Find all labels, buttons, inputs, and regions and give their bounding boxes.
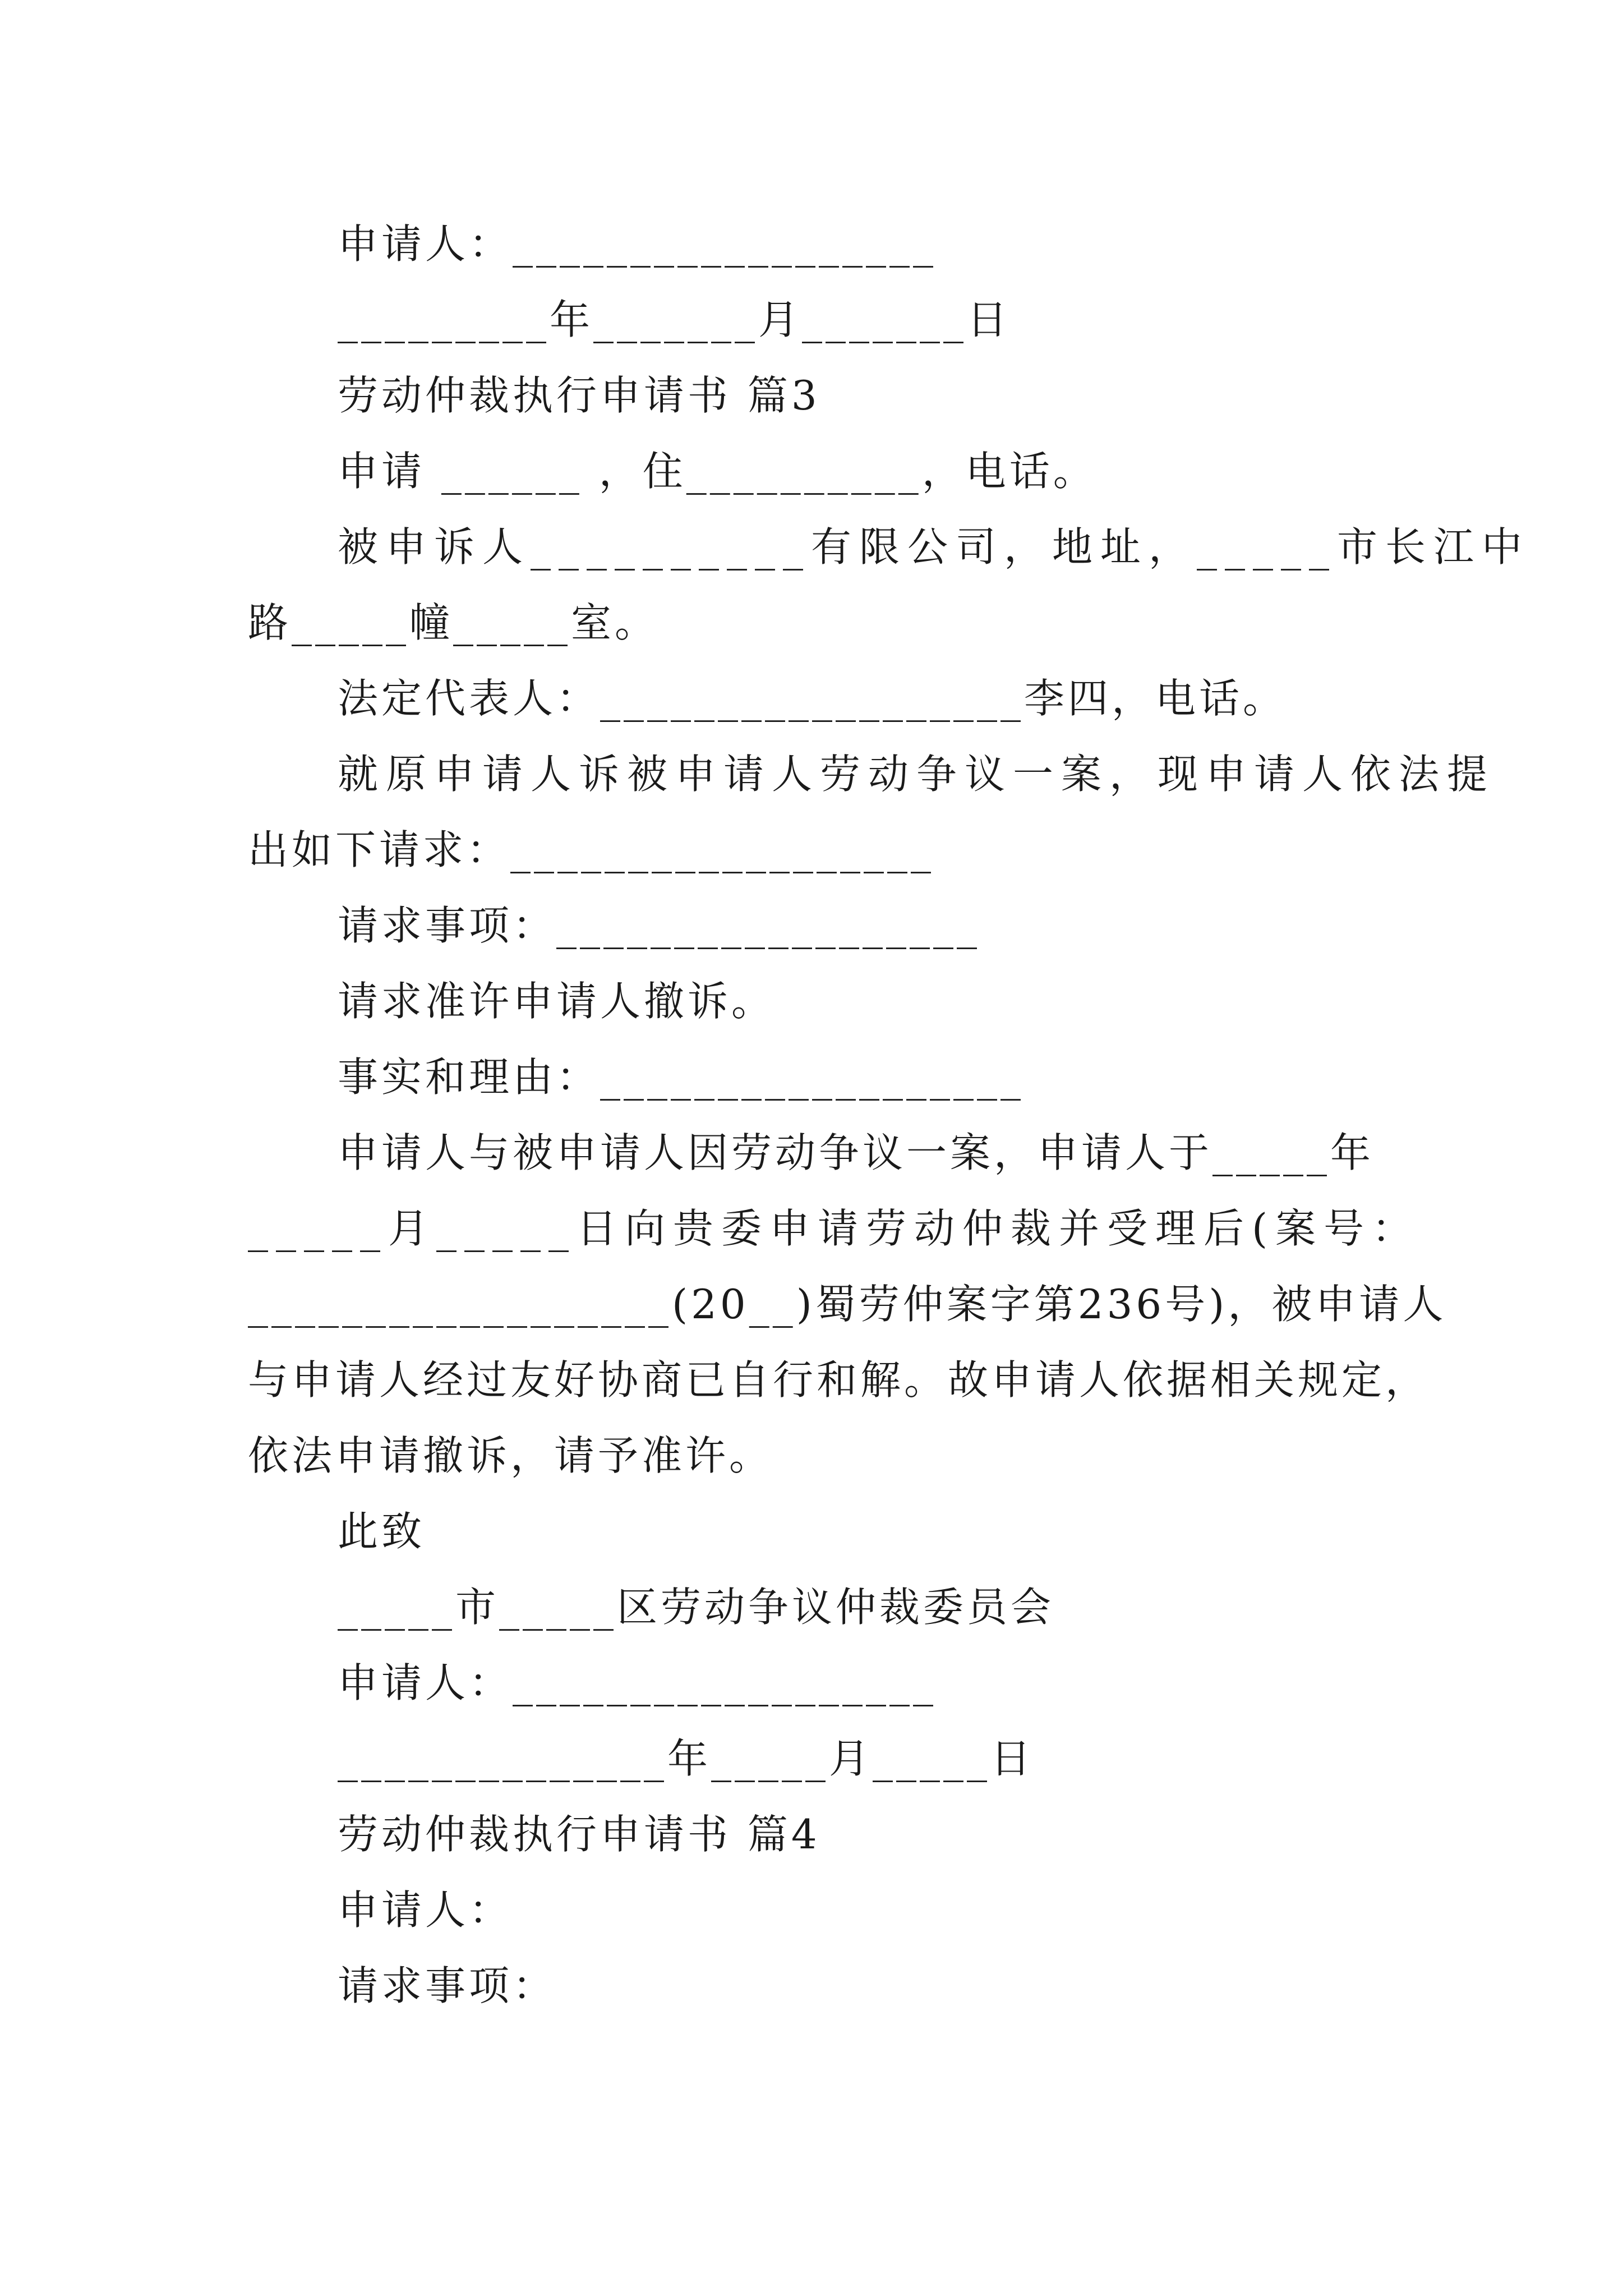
addressee-line: _____市_____区劳动争议仲裁委员会 — [338, 1584, 1055, 1631]
facts-paragraph-line-1: 申请人与被申请人因劳动争议一案，申请人于_____年 — [338, 1129, 1375, 1176]
legal-representative-line: 法定代表人：__________________李四，电话。 — [338, 675, 1287, 722]
section-heading-3: 劳动仲裁执行申请书 篇3 — [338, 372, 820, 419]
respondent-address-line: 路_____幢_____室。 — [248, 599, 659, 646]
applicant-signature-line-2: 申请人：__________________ — [338, 1659, 937, 1706]
request-intro-line: 就原申请人诉被申请人劳动争议一案，现申请人依法提 — [338, 751, 1496, 798]
section-heading-4: 劳动仲裁执行申请书 篇4 — [338, 1811, 820, 1858]
facts-paragraph-line-3: __________________(20__)蜀劳仲案字第236号)，被申请人 — [248, 1281, 1447, 1328]
facts-reasons-line: 事实和理由：__________________ — [338, 1053, 1025, 1101]
date-line: _________年_______月_______日 — [338, 296, 1011, 343]
request-withdraw-line: 请求准许申请人撤诉。 — [338, 978, 776, 1025]
applicant-info-line: 申请 ______ ，住__________，电话。 — [338, 448, 1097, 495]
date-line-2: ______________年_____月_____日 — [338, 1735, 1034, 1782]
respondent-info-line: 被申诉人__________有限公司，地址，_____市长江中 — [338, 523, 1530, 570]
facts-paragraph-line-4: 与申请人经过友好协商已自行和解。故申请人依据相关规定， — [248, 1356, 1430, 1404]
request-intro-continued: 出如下请求：__________________ — [248, 826, 935, 873]
request-items-label-line: 请求事项： — [338, 1962, 557, 2009]
applicant-label-line: 申请人： — [338, 1887, 513, 1934]
facts-paragraph-line-5: 依法申请撤诉，请予准许。 — [248, 1432, 773, 1479]
applicant-signature-line: 申请人：__________________ — [338, 220, 937, 268]
facts-paragraph-line-2: _____月_____日向贵委申请劳动仲裁并受理后(案号： — [248, 1205, 1421, 1252]
salutation-line: 此致 — [338, 1508, 426, 1555]
request-items-line: 请求事项：__________________ — [338, 902, 981, 949]
